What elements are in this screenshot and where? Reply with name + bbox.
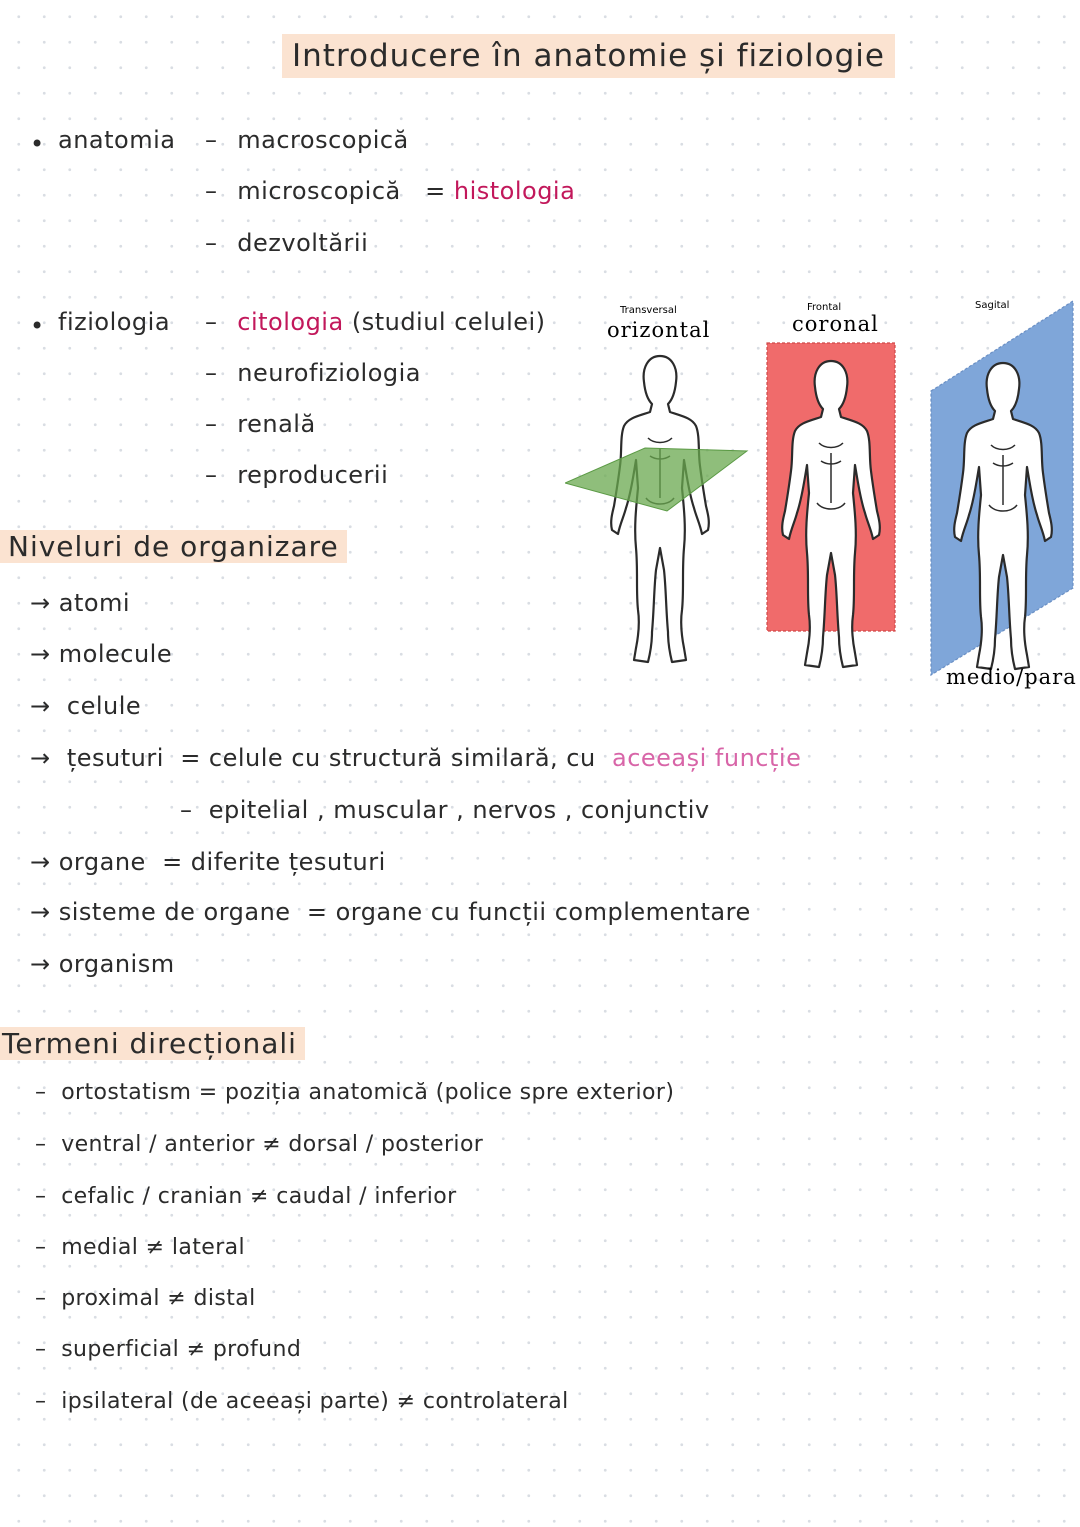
level-atomi: → atomi	[30, 589, 131, 617]
frontal-small-label: Frontal	[807, 302, 842, 313]
tesuturi-types-text: epitelial , muscular , nervos , conjunctiv	[208, 796, 710, 824]
term-item-6-text: superficial ≠ profund	[61, 1337, 302, 1362]
histology-label: histologia	[453, 177, 576, 205]
level-sisteme: → sisteme de organe = organe cu funcții complementare	[30, 898, 751, 926]
fiziologia-item-2-text: neurofiziologia	[237, 359, 422, 387]
level-molecule: → molecule	[30, 640, 173, 668]
termeni-heading	[0, 1027, 305, 1060]
level-organe-text: organe	[58, 848, 146, 876]
frontal-label: coronal	[792, 312, 879, 336]
level-celule-text: celule	[66, 692, 142, 720]
body-planes-diagram	[565, 283, 1080, 693]
anatomia-item-1: – macroscopică	[205, 126, 409, 154]
fiziologia-item-2: – neurofiziologia	[205, 359, 422, 387]
term-item-5-text: proximal ≠ distal	[61, 1286, 256, 1311]
anatomia-item-1-text: macroscopică	[237, 126, 409, 154]
term-item-3: – cefalic / cranian ≠ caudal / inferior	[35, 1184, 457, 1209]
fiziologia-label: fiziologia	[58, 308, 171, 336]
organe-definition: = diferite țesuturi	[162, 848, 386, 876]
level-organism-text: organism	[58, 950, 175, 978]
fiziologia-item-3: – renală	[205, 410, 316, 438]
term-item-5: – proximal ≠ distal	[35, 1286, 256, 1311]
term-item-1-text: ortostatism = poziția anatomică (police spre exterior)	[61, 1080, 675, 1105]
level-atomi-text: atomi	[58, 589, 131, 617]
tesuturi-types: – epitelial , muscular , nervos , conjunctiv	[180, 796, 710, 824]
term-item-4: – medial ≠ lateral	[35, 1235, 246, 1260]
termeni-heading-text: Termeni direcționali	[0, 1027, 305, 1060]
term-item-1: – ortostatism = poziția anatomică (police spre exterior)	[35, 1080, 675, 1105]
fiziologia-item-1: – citologia (studiul celulei)	[205, 308, 546, 336]
equals-sign: =	[425, 177, 446, 205]
tesuturi-definition-highlight: aceeași funcție	[611, 744, 802, 772]
bullet-anatomia: •	[30, 130, 45, 158]
anatomia-item-2: – microscopică = histologia	[205, 177, 576, 205]
term-item-4-text: medial ≠ lateral	[61, 1235, 246, 1260]
level-celule: → celule	[30, 692, 142, 720]
bullet-fiziologia: •	[30, 312, 45, 340]
term-item-7-text: ipsilateral (de aceeași parte) ≠ controlateral	[61, 1389, 569, 1414]
fiziologia-item-4: – reproducerii	[205, 461, 389, 489]
term-item-2-text: ventral / anterior ≠ dorsal / posterior	[61, 1132, 484, 1157]
transversal-small-label: Transversal	[620, 305, 677, 316]
body-planes-svg	[565, 283, 1080, 693]
level-organe: → organe = diferite țesuturi	[30, 848, 386, 876]
fiziologia-item-4-text: reproducerii	[237, 461, 389, 489]
term-item-3-text: cefalic / cranian ≠ caudal / inferior	[61, 1184, 457, 1209]
citologia-note: (studiul celulei)	[351, 308, 546, 336]
sagital-small-label: Sagital	[975, 300, 1010, 311]
page-title-text: Introducere în anatomie și fiziologie	[282, 34, 895, 78]
citologia-label: citologia	[237, 308, 344, 336]
sisteme-definition: = organe cu funcții complementare	[306, 898, 751, 926]
transversal-label: orizontal	[607, 318, 711, 342]
anatomia-item-3-text: dezvoltării	[237, 229, 369, 257]
sagital-label: medio/para	[946, 665, 1077, 689]
term-item-7: – ipsilateral (de aceeași parte) ≠ controlateral	[35, 1389, 569, 1414]
transversal-plane	[565, 448, 747, 511]
term-item-2: – ventral / anterior ≠ dorsal / posterior	[35, 1132, 484, 1157]
term-item-6: – superficial ≠ profund	[35, 1337, 302, 1362]
level-molecule-text: molecule	[58, 640, 173, 668]
level-tesuturi-text: țesuturi	[66, 744, 164, 772]
anatomia-item-2-text: microscopică	[237, 177, 401, 205]
level-organism: → organism	[30, 950, 175, 978]
tesuturi-definition: = celule cu structură similară, cu	[180, 744, 596, 772]
level-sisteme-text: sisteme de organe	[58, 898, 291, 926]
niveluri-heading-text: Niveluri de organizare	[0, 530, 347, 563]
niveluri-heading	[0, 530, 347, 563]
level-tesuturi: → țesuturi = celule cu structură similară, cu aceeași funcție	[30, 744, 802, 772]
fiziologia-item-3-text: renală	[237, 410, 316, 438]
anatomia-label: anatomia	[58, 126, 176, 154]
page-title	[282, 38, 895, 74]
anatomia-item-3: – dezvoltării	[205, 229, 369, 257]
